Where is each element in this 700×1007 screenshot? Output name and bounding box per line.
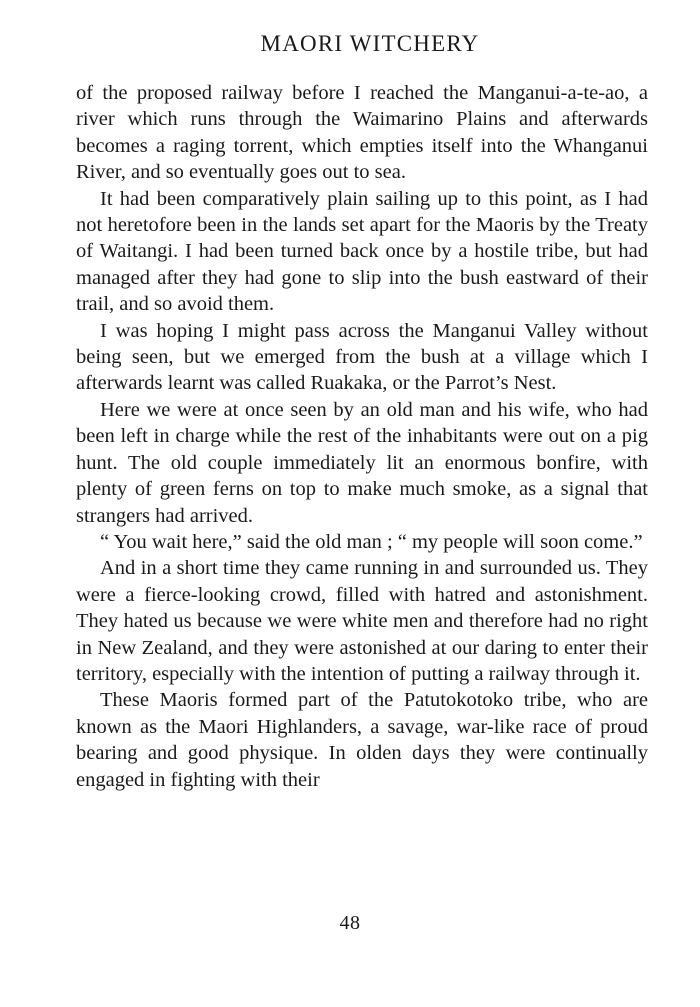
- running-title: MAORI WITCHERY: [260, 31, 480, 56]
- paragraph-dialogue: “ You wait here,” said the old man ; “ my people will soon come.”: [100, 530, 643, 553]
- page-number: 48: [339, 912, 361, 934]
- paragraph: These Maoris formed part of the Patutokotoko tribe, who are known as the Maori Highlanders, a savage, war-like race of proud bearing and good physique. In olden days they were continually engaged in fighting with their: [76, 689, 648, 791]
- body-text: [76, 80, 648, 793]
- paragraph: And in a short time they came running in and surrounded us. They were a fierce-looking crowd, filled with hatred and astonishment. They hated us because we were white men and therefore had no right in New Zealand, and they were astonished at our daring to enter their territory, especially with the intention of putting a railway through it.: [76, 557, 648, 685]
- paragraph: It had been comparatively plain sailing up to this point, as I had not heretofore been in the lands set apart for the Maoris by the Treaty of Waitangi. I had been turned back once by a hostile tribe, but had managed after they had gone to slip into the bush eastward of their trail, and so avoid them.: [76, 187, 648, 316]
- paragraph-continuation: of the proposed railway before I reached the Manganui-a-te-ao, a river which runs through the Waimarino Plains and afterwards becomes a raging torrent, which empties itself into the Whanganui River, and so eventually goes out to sea.: [76, 82, 648, 184]
- paragraph: Here we were at once seen by an old man and his wife, who had been left in charge while the rest of the inhabitants were out on a pig hunt. The old couple immediately lit an enormous bonfire, with plenty of green ferns on top to make much smoke, as a signal that strangers had arrived.: [76, 398, 648, 527]
- book-page: [76, 30, 648, 793]
- paragraph: I was hoping I might pass across the Manganui Valley without being seen, but we emerged from the bush at a village which I afterwards learnt was called Ruakaka, or the Parrot’s Nest.: [76, 319, 648, 395]
